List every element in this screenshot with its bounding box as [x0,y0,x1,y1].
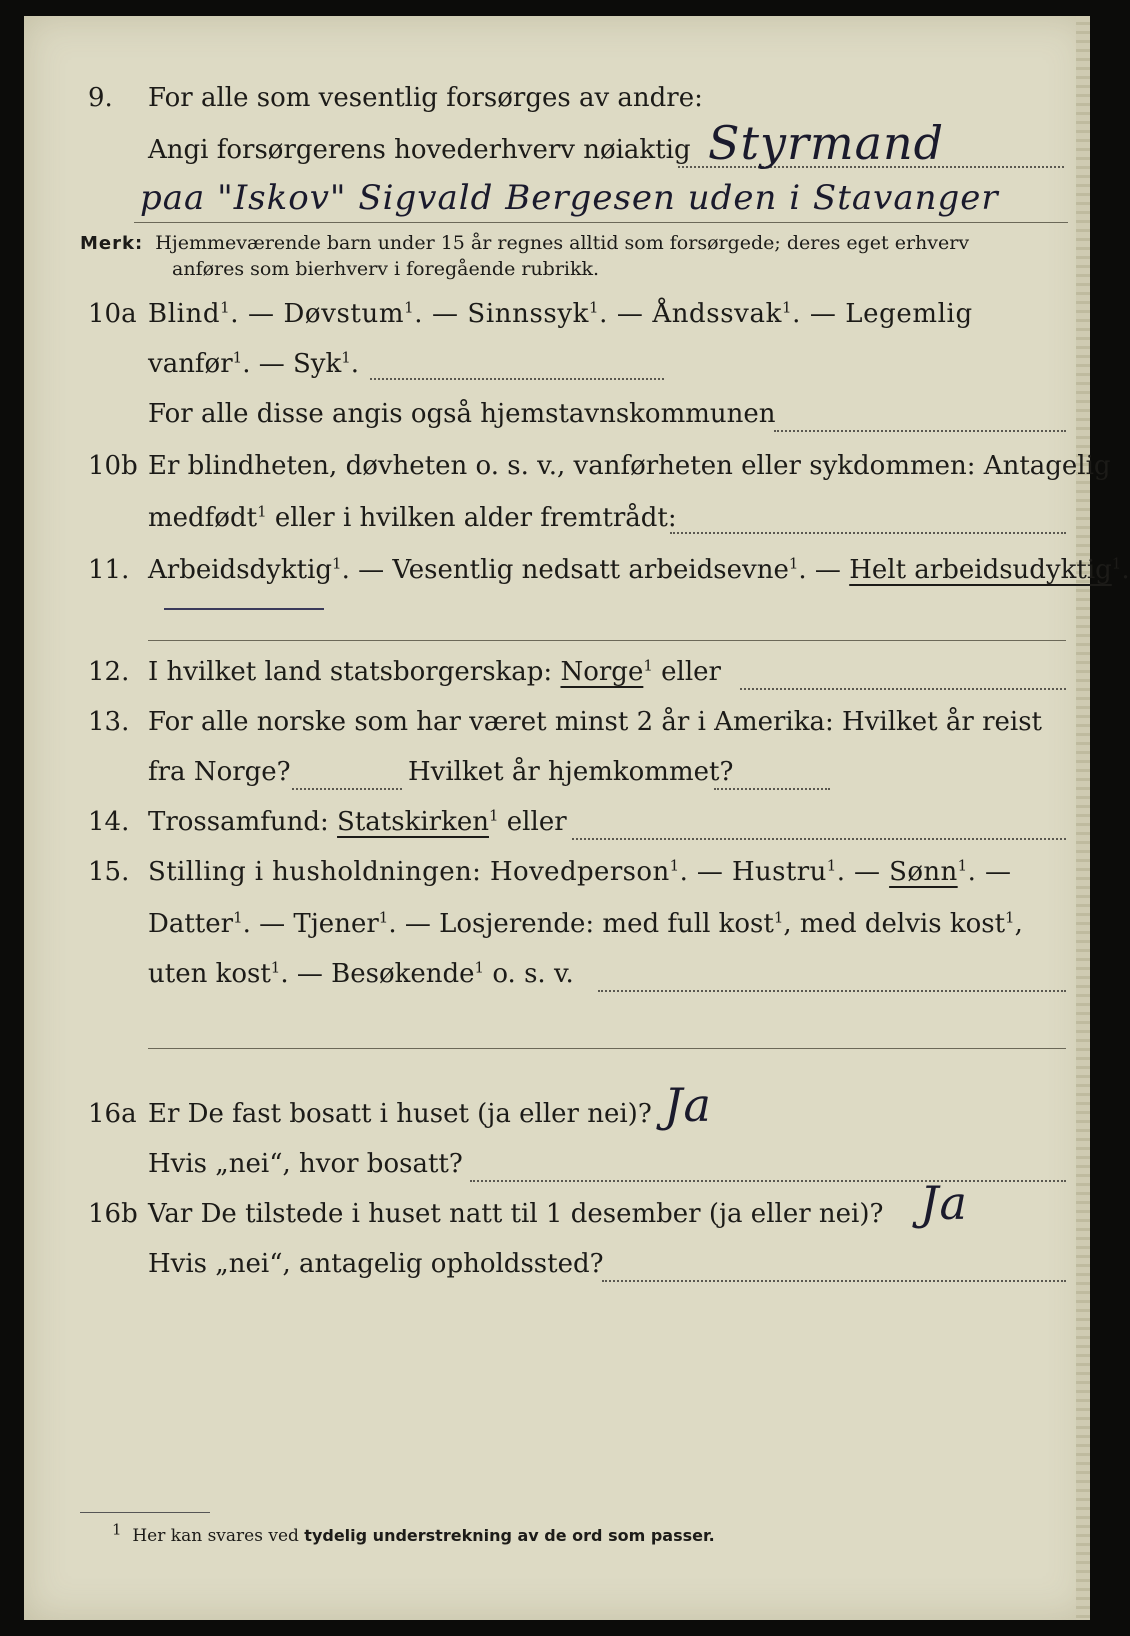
handwritten-answer: Ja [920,1176,968,1230]
question-text: For alle disse angis også hjemstavnskommunen [148,399,776,429]
question-number: 10b [88,451,138,481]
answer-line [134,222,1068,223]
question-14-line [24,804,1090,840]
question-16a-line-1 [24,1096,1090,1132]
question-text: Hvis „nei“, antagelig opholdssted? [148,1249,604,1279]
question-text: For alle norske som har været minst 2 år i Amerika: Hvilket år reist [148,707,1042,737]
question-13-line-2 [24,754,1090,790]
question-15-line-3 [24,956,1090,992]
question-10a-line-1 [24,296,1090,332]
question-text: For alle som vesentlig forsørges av andre: [148,83,703,113]
question-number: 11. [88,555,130,585]
question-text: Hvilket år hjemkommet? [408,757,734,787]
question-10a-line-2 [24,346,1090,382]
answer-line [292,788,402,790]
question-number: 13. [88,707,130,737]
question-number: 16a [88,1099,137,1129]
note-line-2 [172,256,599,282]
footnote-rule [80,1512,210,1513]
question-text: fra Norge? [148,757,291,787]
footnote: 1 Her kan svares ved tydelig understrekning av de ord som passer. [112,1520,715,1546]
answer-line [370,378,664,380]
underlined-option: Statskirken [337,807,489,837]
question-text: Stilling i husholdningen: Hovedperson$^1$. — Hustru$^1$. — Sønn$^1$. — [148,856,1012,887]
question-text: Er De fast bosatt i huset (ja eller nei)? [148,1099,652,1129]
question-12-line [24,654,1090,690]
question-text: Angi forsørgerens hovederhverv nøiaktig [148,135,691,165]
answer-line [714,788,830,790]
handwritten-answer: Styrmand [708,116,945,170]
question-text: medfødt$^1$ eller i hvilken alder fremtrådt: [148,502,677,533]
question-number: 10a [88,299,137,329]
handwritten-answer: paa "Iskov" Sigvald Bergesen uden i Stavanger [140,178,999,218]
census-form-page [24,16,1130,1620]
question-text: Hvis „nei“, hvor bosatt? [148,1149,463,1179]
question-10b-line-2 [24,500,1090,536]
note-text: Hjemmeværende barn under 15 år regnes alltid som forsørgede; deres eget erhverv [155,232,970,254]
question-10a-line-3 [24,396,1090,432]
answer-line [148,640,1066,641]
answer-line [774,430,1066,432]
question-11-line [24,552,1130,588]
question-15-line-1 [24,854,1090,890]
question-text: Trossamfund: Statskirken$^1$ eller [148,806,567,837]
question-text: Er blindheten, døvheten o. s. v., vanførheten eller sykdommen: Antagelig [148,451,1111,481]
answer-line [740,688,1066,690]
note-line-1 [80,230,969,257]
answer-line [148,1048,1066,1049]
answer-line [598,990,1066,992]
question-15-line-2 [24,906,1090,942]
question-number: 16b [88,1199,138,1229]
question-text: Arbeidsdyktig$^1$. — Vesentlig nedsatt arbeidsevne$^1$. — Helt arbeidsudyktig$^1$. [148,554,1130,585]
question-text: I hvilket land statsborgerskap: Norge$^1$ eller [148,656,721,687]
question-9-line-1 [24,80,1090,116]
question-text: Var De tilstede i huset natt til 1 desember (ja eller nei)? [148,1199,884,1229]
question-number: 12. [88,657,130,687]
question-13-line-1 [24,704,1090,740]
note-text: anføres som bierhverv i foregående rubrikk. [172,258,600,280]
question-text: vanfør$^1$. — Syk$^1$. [148,348,360,379]
answer-line [670,532,1066,534]
answer-line [572,838,1066,840]
question-10b-line-1 [24,448,1111,484]
underlined-option: Helt arbeidsudyktig [849,555,1112,585]
note-label: Merk: [80,233,144,254]
question-text: uten kost$^1$. — Besøkende$^1$ o. s. v. [148,958,574,989]
question-text: Blind$^1$. — Døvstum$^1$. — Sinnssyk$^1$. — Åndssvak$^1$. — Legemlig [148,298,973,329]
answer-line [470,1180,1066,1182]
question-number: 15. [88,857,130,887]
handwritten-answer: Ja [664,1078,712,1132]
question-text: Datter$^1$. — Tjener$^1$. — Losjerende: med full kost$^1$, med delvis kost$^1$, [148,908,1023,939]
question-16b-line-2 [24,1246,1090,1282]
underlined-option: Norge [560,657,644,687]
question-number: 14. [88,807,130,837]
pen-stroke [164,608,324,610]
answer-line [602,1280,1066,1282]
underlined-option: Sønn [889,857,958,887]
question-number: 9. [88,83,113,113]
